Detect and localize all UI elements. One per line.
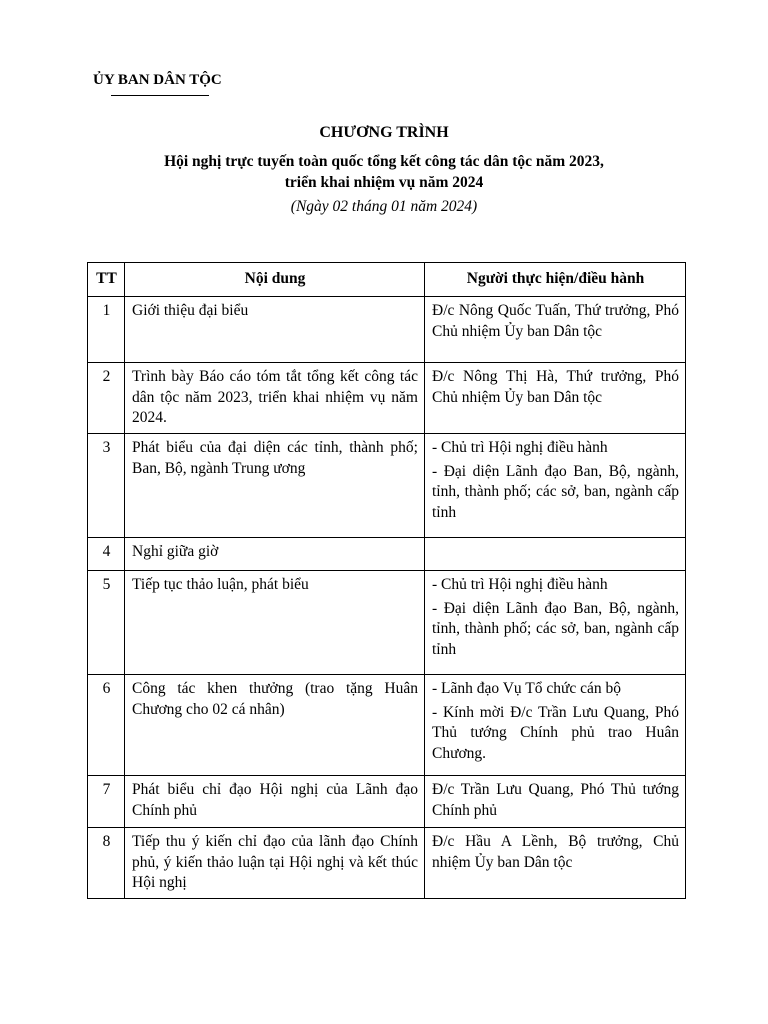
table-row: [88, 538, 686, 571]
row-number: 4: [88, 538, 125, 571]
person-entry: Đ/c Trần Lưu Quang, Phó Thủ tướng Chính phủ: [432, 781, 679, 819]
person-entry: - Đại diện Lãnh đạo Ban, Bộ, ngành, tỉnh, thành phố; các sở, ban, ngành cấp tỉnh: [432, 462, 679, 521]
row-content: Tiếp thu ý kiến chỉ đạo của lãnh đạo Chính phủ, ý kiến thảo luận tại Hội nghị và kết thúc Hội nghị: [125, 828, 425, 899]
person-entry: Đ/c Hầu A Lềnh, Bộ trưởng, Chủ nhiệm Ủy ban Dân tộc: [432, 833, 679, 871]
row-person: [425, 776, 686, 828]
row-person: [425, 675, 686, 776]
table-row: [88, 571, 686, 675]
row-content: Công tác khen thưởng (trao tặng Huân Chương cho 02 cá nhân): [125, 675, 425, 776]
document-date: (Ngày 02 tháng 01 năm 2024): [290, 198, 478, 215]
person-entry: - Đại diện Lãnh đạo Ban, Bộ, ngành, tỉnh, thành phố; các sở, ban, ngành cấp tỉnh: [432, 599, 679, 658]
row-content: Phát biểu của đại diện các tỉnh, thành phố; Ban, Bộ, ngành Trung ương: [125, 434, 425, 538]
row-content: Nghỉ giữa giờ: [125, 538, 425, 571]
row-number: 7: [88, 776, 125, 828]
document-title: CHƯƠNG TRÌNH: [319, 124, 449, 141]
row-person: [425, 828, 686, 899]
table-row: [88, 434, 686, 538]
row-person: [425, 297, 686, 363]
row-person: [425, 571, 686, 675]
document-subtitle: [0, 151, 768, 193]
organization-underline: [111, 95, 209, 96]
row-number: 5: [88, 571, 125, 675]
column-header-tt: TT: [88, 263, 125, 297]
row-person: [425, 538, 686, 571]
row-content: Trình bày Báo cáo tóm tắt tổng kết công tác dân tộc năm 2023, triển khai nhiệm vụ năm 2024.: [125, 363, 425, 434]
person-entry: - Chủ trì Hội nghị điều hành: [432, 439, 608, 456]
row-number: 1: [88, 297, 125, 363]
table-row: [88, 297, 686, 363]
person-entry: - Lãnh đạo Vụ Tổ chức cán bộ: [432, 680, 622, 697]
person-entry: - Chủ trì Hội nghị điều hành: [432, 576, 608, 593]
row-number: 3: [88, 434, 125, 538]
table-row: [88, 828, 686, 899]
table-row: [88, 363, 686, 434]
row-content: Giới thiệu đại biểu: [125, 297, 425, 363]
table-header-row: [88, 263, 686, 297]
table-row: [88, 776, 686, 828]
row-content: Phát biểu chỉ đạo Hội nghị của Lãnh đạo Chính phủ: [125, 776, 425, 828]
row-number: 6: [88, 675, 125, 776]
person-entry: - Kính mời Đ/c Trần Lưu Quang, Phó Thủ tướng Chính phủ trao Huân Chương.: [432, 703, 679, 762]
person-entry: Đ/c Nông Quốc Tuấn, Thứ trưởng, Phó Chủ nhiệm Ủy ban Dân tộc: [432, 302, 679, 340]
subtitle-line-2: triển khai nhiệm vụ năm 2024: [284, 174, 484, 191]
program-table: [87, 262, 686, 899]
person-entry: Đ/c Nông Thị Hà, Thứ trưởng, Phó Chủ nhiệm Ủy ban Dân tộc: [432, 368, 679, 406]
row-number: 2: [88, 363, 125, 434]
row-person: [425, 434, 686, 538]
column-header-content: Nội dung: [125, 263, 425, 297]
row-content: Tiếp tục thảo luận, phát biểu: [125, 571, 425, 675]
table-row: [88, 675, 686, 776]
row-person: [425, 363, 686, 434]
row-number: 8: [88, 828, 125, 899]
organization-name: ỦY BAN DÂN TỘC: [93, 72, 222, 88]
subtitle-line-1: Hội nghị trực tuyến toàn quốc tổng kết công tác dân tộc năm 2023,: [164, 153, 604, 170]
column-header-person: Người thực hiện/điều hành: [425, 263, 686, 297]
